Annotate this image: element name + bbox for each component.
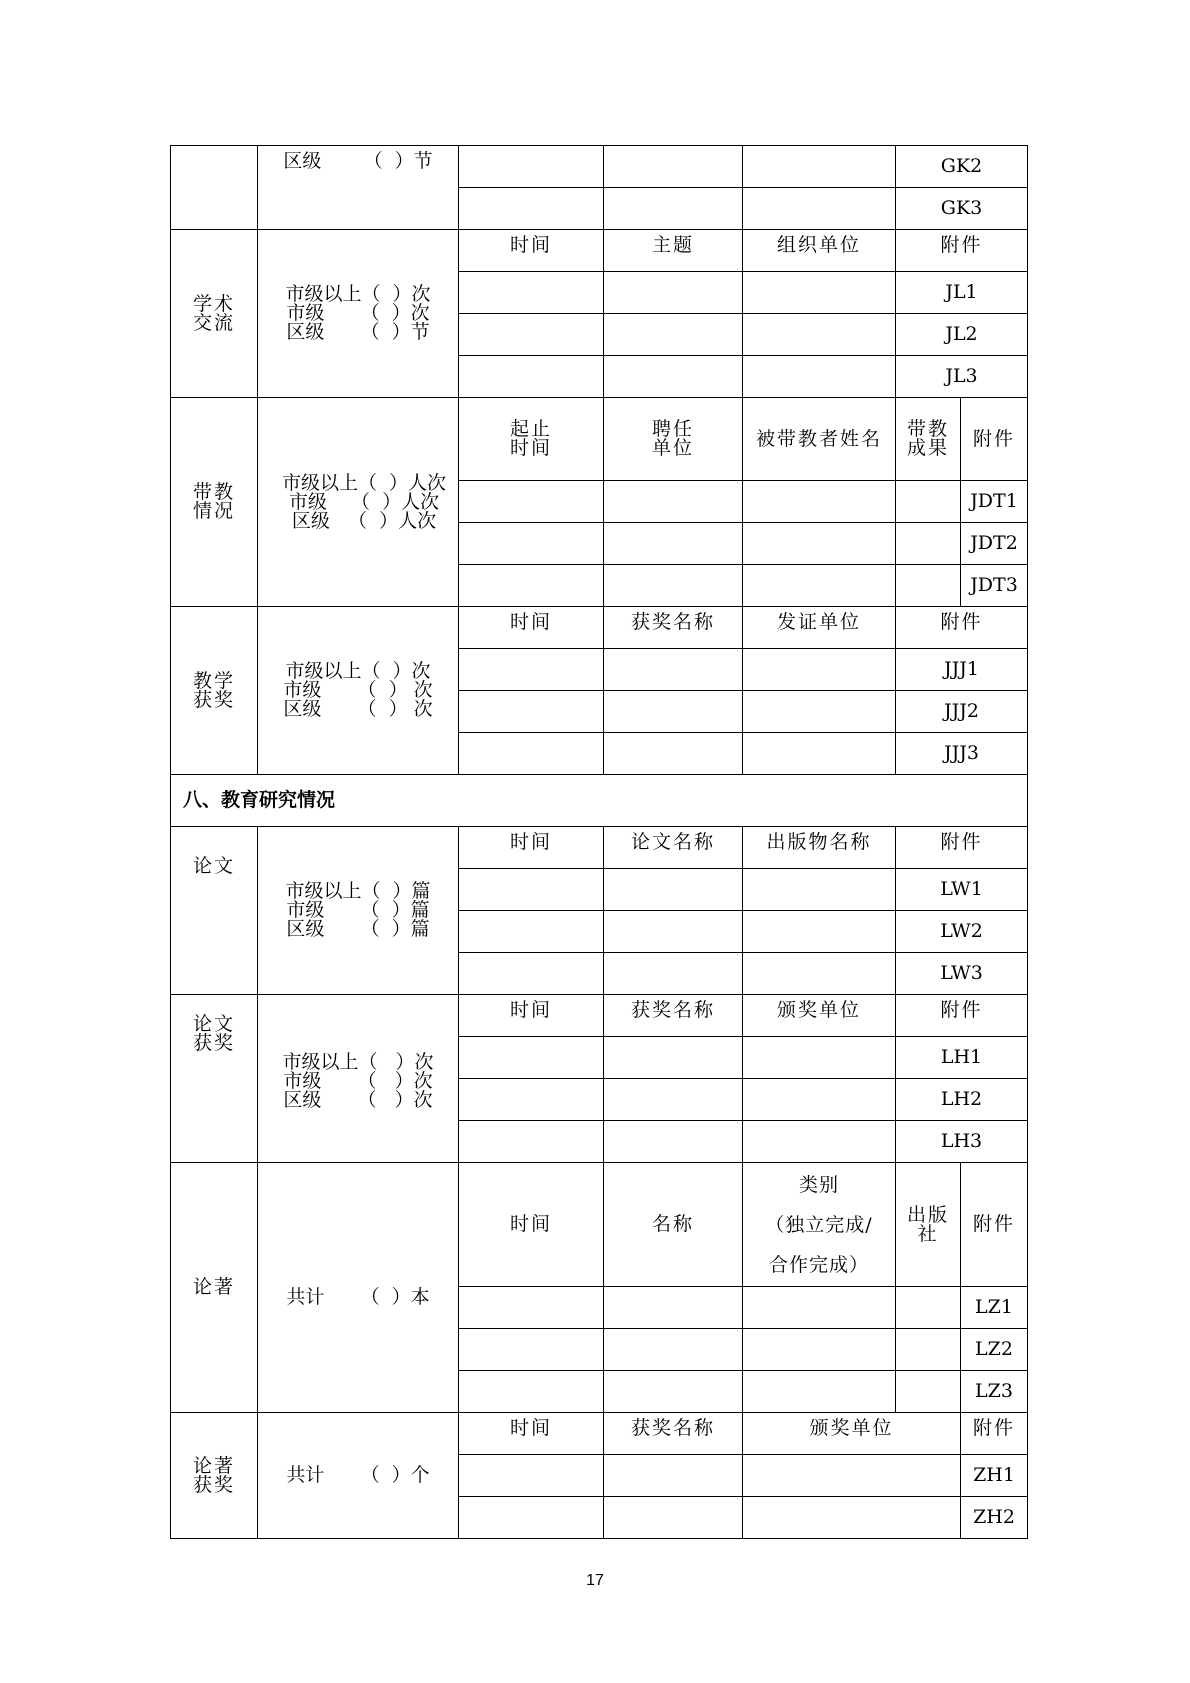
column-header: 聘任 单位 [604,398,743,481]
table-cell[interactable] [459,691,604,733]
table-cell[interactable] [743,1079,896,1121]
table-cell[interactable] [743,1371,896,1413]
table-cell[interactable] [743,1497,961,1539]
education-record-form [170,145,1028,1539]
category-label-papers: 论文 [171,827,258,995]
table-cell[interactable] [604,188,743,230]
table-cell[interactable] [604,649,743,691]
column-header: 附件 [961,1413,1028,1455]
column-header: 颁奖单位 [743,995,896,1037]
column-header: 获奖名称 [604,995,743,1037]
table-cell[interactable] [459,314,604,356]
table-cell[interactable] [743,1121,896,1163]
table-row [171,607,1028,649]
table-cell[interactable] [604,953,743,995]
column-header: 时间 [459,995,604,1037]
count-cell: 市级以上（ ）人次 市级 （ ）人次 区级 （ ）人次 [258,398,459,607]
attachment-cell: LZ1 [961,1287,1028,1329]
attachment-cell: LZ2 [961,1329,1028,1371]
column-header: 论文名称 [604,827,743,869]
table-cell[interactable] [604,1037,743,1079]
count-cell: 市级以上（ ）篇 市级 （ ）篇 区级 （ ）篇 [258,827,459,995]
table-cell[interactable] [743,188,896,230]
table-cell[interactable] [459,733,604,775]
table-cell[interactable] [743,272,896,314]
table-cell[interactable] [604,1455,743,1497]
table-cell[interactable] [459,1371,604,1413]
column-header: 获奖名称 [604,1413,743,1455]
table-cell[interactable] [896,565,961,607]
table-cell[interactable] [896,1371,961,1413]
table-cell[interactable] [459,649,604,691]
column-header: 附件 [961,1163,1028,1287]
table-cell[interactable] [604,565,743,607]
attachment-cell: JL3 [896,356,1028,398]
table-cell[interactable] [459,869,604,911]
attachment-cell: JL2 [896,314,1028,356]
column-header: 时间 [459,1163,604,1287]
table-cell[interactable] [604,1287,743,1329]
column-header: 附件 [896,230,1028,272]
column-header: 颁奖单位 [743,1413,961,1455]
count-cell: 市级以上（ ）次 市级 （ ）次 区级 （ ）次 [258,995,459,1163]
table-cell[interactable] [743,356,896,398]
table-cell[interactable] [896,523,961,565]
table-cell[interactable] [743,691,896,733]
table-cell[interactable] [459,356,604,398]
table-cell[interactable] [459,953,604,995]
category-label-mentoring: 带教 情况 [171,398,258,607]
attachment-cell: JDT3 [961,565,1028,607]
category-label-paper-awards: 论文 获奖 [171,995,258,1163]
table-row [171,230,1028,272]
table-cell[interactable] [896,1329,961,1371]
table-cell[interactable] [743,523,896,565]
table-cell[interactable] [604,733,743,775]
table-cell[interactable] [604,911,743,953]
table-cell[interactable] [743,481,896,523]
table-cell[interactable] [743,1287,896,1329]
attachment-cell: JL1 [896,272,1028,314]
column-header: 主题 [604,230,743,272]
table-cell[interactable] [459,1121,604,1163]
column-header: 组织单位 [743,230,896,272]
table-cell[interactable] [604,146,743,188]
page-number: 17 [586,1572,604,1589]
attachment-cell: LW3 [896,953,1028,995]
count-cell: 共计 （ ）个 [258,1413,459,1539]
column-header: 带教 成果 [896,398,961,481]
table-cell[interactable] [604,1497,743,1539]
table-cell[interactable] [743,565,896,607]
table-cell[interactable] [604,691,743,733]
attachment-cell: JJJ2 [896,691,1028,733]
table-cell[interactable] [459,1079,604,1121]
table-cell[interactable] [604,1329,743,1371]
attachment-cell: LW2 [896,911,1028,953]
column-header: 附件 [896,607,1028,649]
category-label-monograph-awards: 论著 获奖 [171,1413,258,1539]
column-header: 被带教者姓名 [743,398,896,481]
table-cell[interactable] [604,523,743,565]
table-cell[interactable] [604,356,743,398]
column-header: 出版物名称 [743,827,896,869]
category-label-teaching-awards: 教学 获奖 [171,607,258,775]
table-row [171,1413,1028,1455]
table-cell[interactable] [743,869,896,911]
column-header: 附件 [896,827,1028,869]
attachment-cell: JJJ3 [896,733,1028,775]
table-cell[interactable] [743,1455,961,1497]
column-header: 时间 [459,607,604,649]
attachment-cell: LH2 [896,1079,1028,1121]
table-cell[interactable] [604,272,743,314]
attachment-cell: LH3 [896,1121,1028,1163]
column-header: 附件 [961,398,1028,481]
attachment-cell: GK2 [896,146,1028,188]
table-row [171,398,1028,481]
table-row [171,775,1028,827]
table-cell[interactable] [743,1329,896,1371]
attachment-cell: ZH2 [961,1497,1028,1539]
table-cell[interactable] [743,314,896,356]
table-cell[interactable] [604,1371,743,1413]
column-header: 时间 [459,1413,604,1455]
attachment-cell: JDT1 [961,481,1028,523]
attachment-cell: ZH1 [961,1455,1028,1497]
table-cell[interactable] [459,523,604,565]
table-cell[interactable] [459,188,604,230]
table-row [171,1163,1028,1287]
column-header: 获奖名称 [604,607,743,649]
category-label-monographs: 论著 [171,1163,258,1413]
count-cell: 共计 （ ）本 [258,1163,459,1413]
column-header: 时间 [459,230,604,272]
table-cell[interactable] [459,1287,604,1329]
table-cell[interactable] [604,481,743,523]
table-cell[interactable] [459,1497,604,1539]
attachment-cell: LW1 [896,869,1028,911]
table-cell[interactable] [604,1121,743,1163]
table-cell[interactable] [459,146,604,188]
table-cell[interactable] [743,911,896,953]
column-header: 附件 [896,995,1028,1037]
column-header: 起止 时间 [459,398,604,481]
column-header: 发证单位 [743,607,896,649]
table-cell[interactable] [896,481,961,523]
table-cell[interactable] [459,272,604,314]
attachment-cell: GK3 [896,188,1028,230]
table-row [171,995,1028,1037]
column-header: 出版 社 [896,1163,961,1287]
table-cell[interactable] [459,481,604,523]
attachment-cell: LZ3 [961,1371,1028,1413]
table-cell[interactable] [743,953,896,995]
table-cell[interactable] [896,1287,961,1329]
table-cell[interactable] [604,1079,743,1121]
section-title: 八、教育研究情况 [171,775,1028,827]
table-cell[interactable] [604,314,743,356]
attachment-cell: JJJ1 [896,649,1028,691]
count-cell: 区级 （ ）节 [258,146,459,230]
table-cell[interactable] [459,1037,604,1079]
table-cell[interactable] [604,869,743,911]
table-cell[interactable] [459,565,604,607]
count-cell: 市级以上（ ）次 市级 （ ）次 区级 （ ）节 [258,230,459,398]
attachment-cell: JDT2 [961,523,1028,565]
count-cell: 市级以上（ ）次 市级 （ ） 次 区级 （ ） 次 [258,607,459,775]
column-header: 时间 [459,827,604,869]
attachment-cell: LH1 [896,1037,1028,1079]
table-cell[interactable] [743,1037,896,1079]
table-cell[interactable] [459,911,604,953]
table-cell[interactable] [743,649,896,691]
table-row [171,146,1028,188]
table-cell[interactable] [459,1329,604,1371]
table-cell[interactable] [743,146,896,188]
column-header: 名称 [604,1163,743,1287]
table-cell[interactable] [743,733,896,775]
table-row [171,827,1028,869]
table-cell[interactable] [459,1455,604,1497]
category-label-academic-exchange: 学术 交流 [171,230,258,398]
column-header: 类别 （独立完成/ 合作完成） [743,1163,896,1287]
empty-label-cell [171,146,258,230]
